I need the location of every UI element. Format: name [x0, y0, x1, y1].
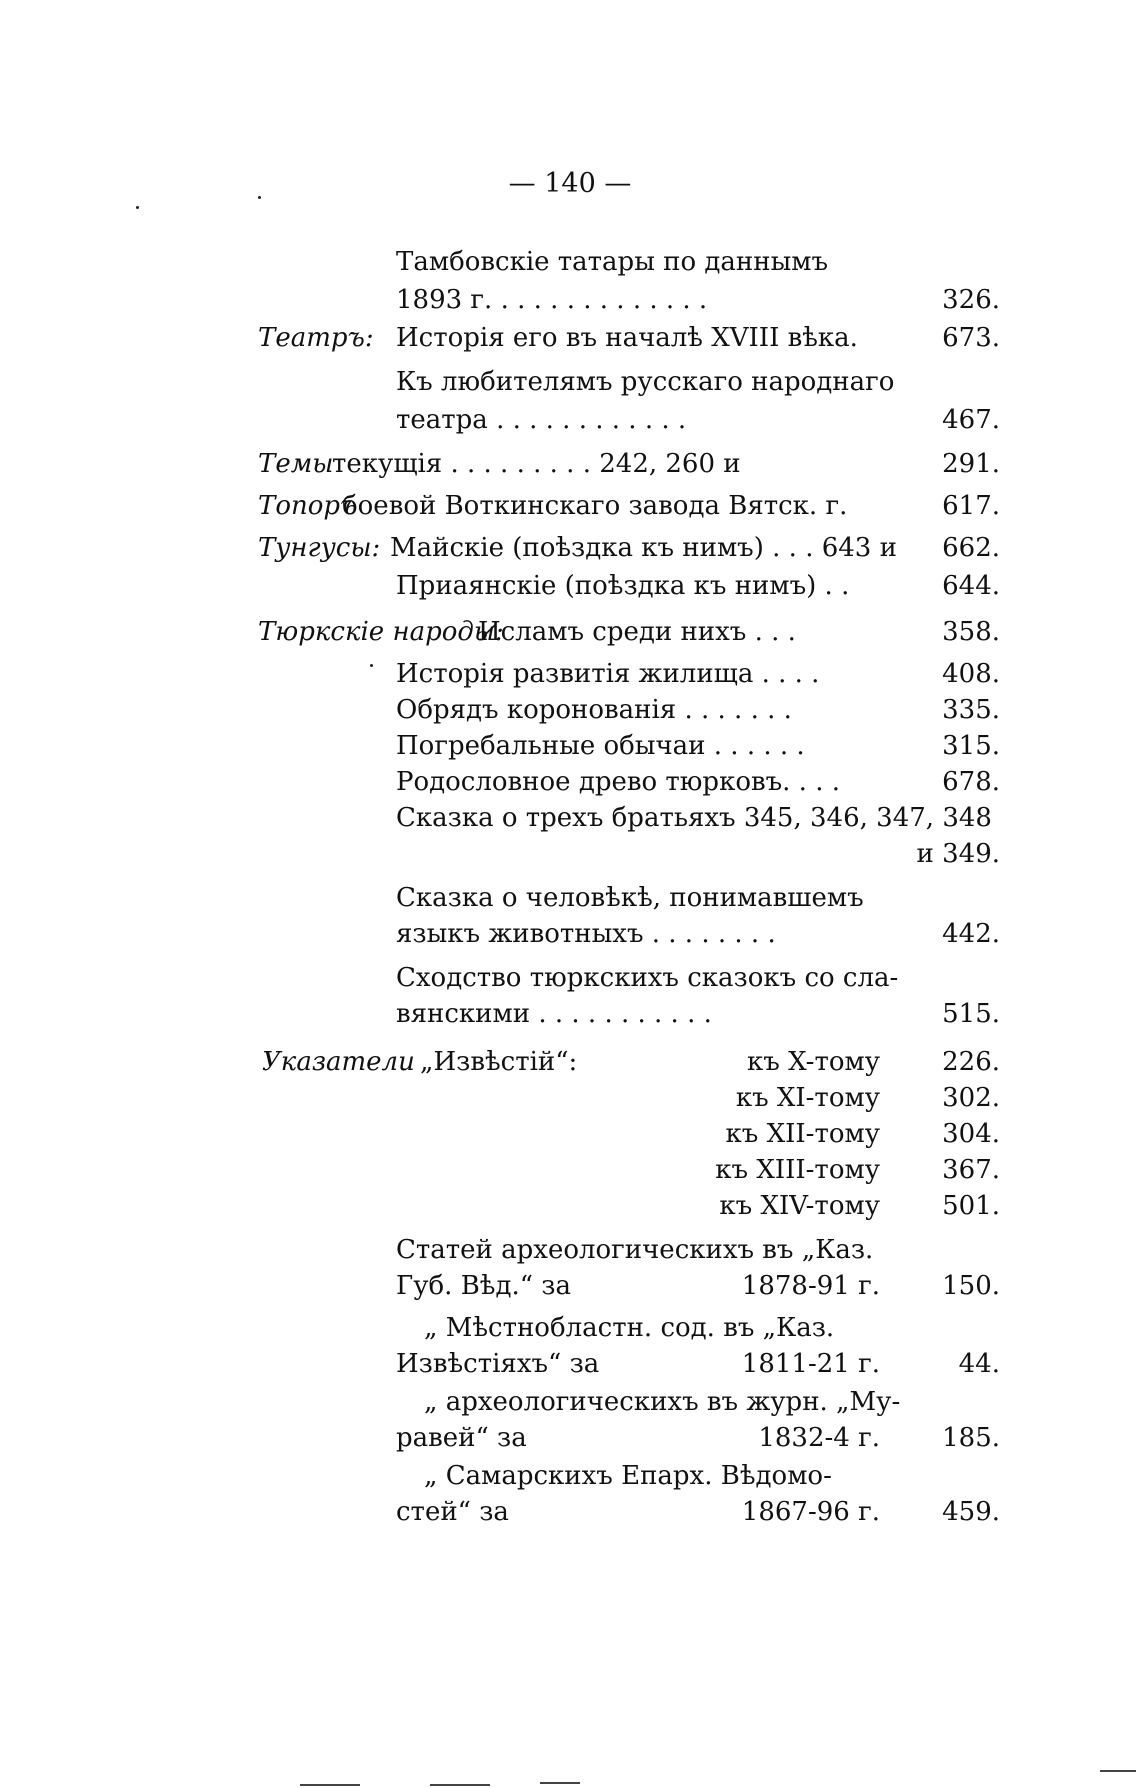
page-ref: 662. [942, 533, 1000, 563]
index-keyword: Указатели [262, 1047, 415, 1077]
page-ref: 150. [942, 1271, 1000, 1301]
index-entry-line [0, 764, 1140, 800]
page-ref: 358. [942, 617, 1000, 647]
year-range: 1878-91 г. [741, 1271, 880, 1301]
page-ref: 302. [942, 1083, 1000, 1113]
page-ref: и 349. [916, 839, 1000, 869]
page-ref: 408. [942, 659, 1000, 689]
entry-text: стей“ за [396, 1497, 509, 1527]
index-entry-line [0, 960, 1140, 996]
index-entry-line [0, 1458, 1140, 1494]
index-entry-line [0, 1420, 1140, 1456]
page-ref: 291. [942, 449, 1000, 479]
page-number: — 140 — [508, 168, 632, 199]
entry-text: Сказка о трехъ братьяхъ 345, 346, 347, 348 [396, 803, 992, 833]
entry-text: Родословное древо тюрковъ. . . . [396, 767, 841, 797]
volume-label: къ XII-тому [725, 1119, 880, 1149]
index-entry-line [0, 1188, 1140, 1224]
index-entry-line [0, 402, 1140, 438]
index-entry-line [0, 614, 1140, 650]
entry-text: равей“ за [396, 1423, 527, 1453]
entry-text: Сказка о человѣкѣ, понимавшемъ [396, 883, 864, 913]
index-entry-line [0, 446, 1140, 482]
entry-text: Къ любителямъ русскаго народнаго [396, 367, 895, 397]
index-entry-line [0, 244, 1140, 280]
entry-text: 1893 г. . . . . . . . . . . . . . [396, 285, 708, 315]
index-keyword: Темы [258, 449, 334, 479]
scan-speck [370, 664, 373, 667]
entry-text: Приаянскіе (поѣздка къ нимъ) . . [396, 571, 850, 601]
volume-label: къ X-тому [747, 1047, 880, 1077]
index-entry-line [0, 1346, 1140, 1382]
page-ref: 44. [958, 1349, 1000, 1379]
entry-text: Исторія его въ началѣ XVIII вѣка. [396, 323, 858, 353]
page-ref: 678. [942, 767, 1000, 797]
page-ref: 644. [942, 571, 1000, 601]
index-entry-line [0, 530, 1140, 566]
entry-text: театра . . . . . . . . . . . . [396, 405, 687, 435]
index-keyword: Театръ: [258, 323, 374, 353]
scan-edge-mark [430, 1784, 490, 1786]
scan-speck [136, 206, 139, 209]
index-entry-line [0, 1494, 1140, 1530]
entry-text: Исламъ среди нихъ . . . [478, 617, 796, 647]
entry-text: „ Мѣстнобластн. сод. въ „Каз. [424, 1313, 835, 1343]
index-entry-line [0, 1310, 1140, 1346]
page-ref: 326. [942, 285, 1000, 315]
entry-text: Тамбовскіе татары по даннымъ [396, 247, 829, 277]
page-ref: 226. [942, 1047, 1000, 1077]
index-entry-line [0, 1080, 1140, 1116]
year-range: 1832-4 г. [758, 1423, 880, 1453]
index-entry-line [0, 1116, 1140, 1152]
entry-text: Обрядъ коронованія . . . . . . . [396, 695, 792, 725]
scan-edge-mark [1100, 1770, 1136, 1772]
page-ref: 367. [942, 1155, 1000, 1185]
entry-text: языкъ животныхъ . . . . . . . . [396, 919, 776, 949]
entry-text: Исторія развитія жилища . . . . [396, 659, 820, 689]
entry-text: „Извѣстій“: [420, 1047, 578, 1077]
index-entry-line [0, 1152, 1140, 1188]
volume-label: къ XI-тому [735, 1083, 880, 1113]
page-ref: 467. [942, 405, 1000, 435]
page-ref: 617. [942, 491, 1000, 521]
page-ref: 335. [942, 695, 1000, 725]
index-entry-line [0, 568, 1140, 604]
year-range: 1811-21 г. [741, 1349, 880, 1379]
index-entry-line [0, 800, 1140, 836]
index-entry-line [0, 1044, 1140, 1080]
entry-text: Губ. Вѣд.“ за [396, 1271, 571, 1301]
page-ref: 442. [942, 919, 1000, 949]
index-keyword: Топоръ [258, 491, 358, 521]
entry-text: Сходство тюркскихъ сказокъ со сла- [396, 963, 899, 993]
entry-text: Майскіе (поѣздка къ нимъ) . . . 643 и [390, 533, 897, 563]
index-entry-line [0, 728, 1140, 764]
page-ref: 459. [942, 1497, 1000, 1527]
index-entry-line [0, 692, 1140, 728]
index-keyword: Тунгусы: [258, 533, 381, 563]
index-entry-line [0, 836, 1140, 872]
entry-text: „ археологическихъ въ журн. „Му- [424, 1387, 901, 1417]
page-ref: 315. [942, 731, 1000, 761]
entry-text: Извѣстіяхъ“ за [396, 1349, 600, 1379]
page-ref: 515. [942, 999, 1000, 1029]
index-entry-line [0, 282, 1140, 318]
scan-edge-mark [540, 1782, 580, 1784]
entry-text: „ Самарскихъ Епарх. Вѣдомо- [424, 1461, 832, 1491]
index-entry-line [0, 1232, 1140, 1268]
page-ref: 304. [942, 1119, 1000, 1149]
index-entry-line [0, 880, 1140, 916]
scan-speck [258, 196, 261, 199]
volume-label: къ XIV-тому [719, 1191, 880, 1221]
index-entry-line [0, 1268, 1140, 1304]
entry-text: вянскими . . . . . . . . . . . [396, 999, 712, 1029]
index-entry-line [0, 1384, 1140, 1420]
page-ref: 501. [942, 1191, 1000, 1221]
page-ref: 673. [942, 323, 1000, 353]
index-entry-line [0, 364, 1140, 400]
entry-text: боевой Воткинскаго завода Вятск. г. [342, 491, 848, 521]
entry-text: Погребальные обычаи . . . . . . [396, 731, 805, 761]
index-entry-line [0, 656, 1140, 692]
page-ref: 185. [942, 1423, 1000, 1453]
index-keyword: Тюркскіе народы: [258, 617, 504, 647]
index-entry-line [0, 996, 1140, 1032]
scan-edge-mark [300, 1784, 360, 1786]
entry-text: текущія . . . . . . . . . 242, 260 и [332, 449, 741, 479]
index-entry-line [0, 916, 1140, 952]
year-range: 1867-96 г. [741, 1497, 880, 1527]
index-entry-line [0, 488, 1140, 524]
index-entry-line [0, 320, 1140, 356]
volume-label: къ XIII-тому [715, 1155, 880, 1185]
entry-text: Статей археологическихъ въ „Каз. [396, 1235, 874, 1265]
